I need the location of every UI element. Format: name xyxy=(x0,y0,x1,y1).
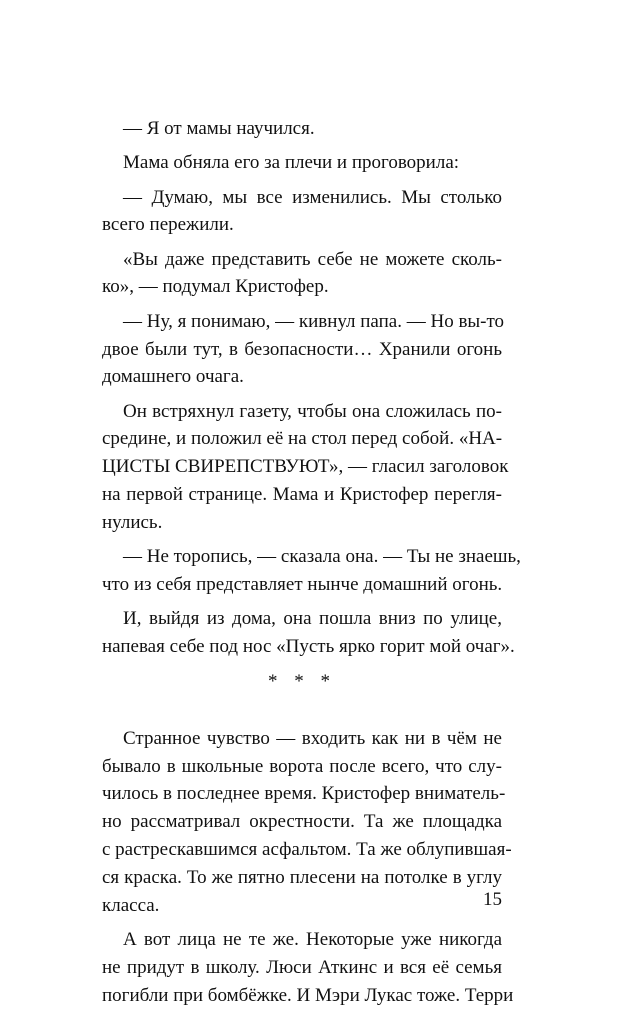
text-line: «Вы даже представить себе не можете сколь- xyxy=(123,248,502,270)
text-line: класса. xyxy=(102,894,160,916)
text-line: двое были тут, в безопасности… Хранили огонь xyxy=(102,338,502,360)
text-line: домашнего очага. xyxy=(102,366,244,388)
text-line: Он встряхнул газету, чтобы она сложилась по- xyxy=(123,400,502,422)
text-line: всего пережили. xyxy=(102,214,234,236)
text-line: ко», — подумал Кристофер. xyxy=(102,276,329,298)
text-line: на первой странице. Мама и Кристофер перегля- xyxy=(102,484,502,506)
paragraph xyxy=(102,725,512,920)
text-line: — Ну, я понимаю, — кивнул папа. — Но вы-то xyxy=(123,310,505,332)
text-line: нулись. xyxy=(102,511,163,533)
text-line: ЦИСТЫ СВИРЕПСТВУЮТ», — гласил заголовок xyxy=(102,456,509,478)
text-line: Странное чувство — входить как ни в чём не xyxy=(123,727,502,749)
paragraph xyxy=(102,543,521,599)
paragraph xyxy=(102,605,515,661)
section-separator: * * * xyxy=(268,670,336,692)
text-line: — Не торопись, — сказала она. — Ты не знаешь, xyxy=(123,546,521,568)
page-number: 15 xyxy=(483,889,502,910)
text-line: А вот лица не те же. Некоторые уже никогда xyxy=(123,928,502,950)
book-page-text xyxy=(102,115,521,1016)
text-line: Мама обняла его за плечи и проговорила: xyxy=(123,152,460,174)
text-line: — Думаю, мы все изменились. Мы столько xyxy=(123,186,502,208)
text-line: ся краска. То же пятно плесени на потолке в углу xyxy=(102,866,502,888)
text-line: но рассматривал окрестности. Та же площадка xyxy=(102,811,502,833)
paragraph xyxy=(102,246,502,302)
paragraph xyxy=(102,926,514,1009)
text-line: бывало в школьные ворота после всего, что слу- xyxy=(102,755,502,777)
text-line: И, выйдя из дома, она пошла вниз по улице, xyxy=(123,608,502,630)
text-line: с растрескавшимся асфальтом. Та же облупившая- xyxy=(102,839,512,861)
paragraph xyxy=(102,149,502,177)
text-line: напевая себе под нос «Пусть ярко горит мой очаг». xyxy=(102,636,515,658)
paragraph xyxy=(102,308,505,391)
text-line: погибли при бомбёжке. И Мэри Лукас тоже. Терри xyxy=(102,984,514,1006)
text-line: средине, и положил её на стол перед собой. «НА- xyxy=(102,428,503,450)
paragraph xyxy=(102,115,502,143)
text-line: что из себя представляет нынче домашний огонь. xyxy=(102,573,503,595)
paragraph xyxy=(102,398,509,537)
paragraph xyxy=(102,184,502,240)
text-line: — Я от мамы научился. xyxy=(123,118,315,139)
text-line: не придут в школу. Люси Аткинс и вся её семья xyxy=(102,956,502,978)
text-line: чилось в последнее время. Кристофер вниматель- xyxy=(102,783,506,805)
